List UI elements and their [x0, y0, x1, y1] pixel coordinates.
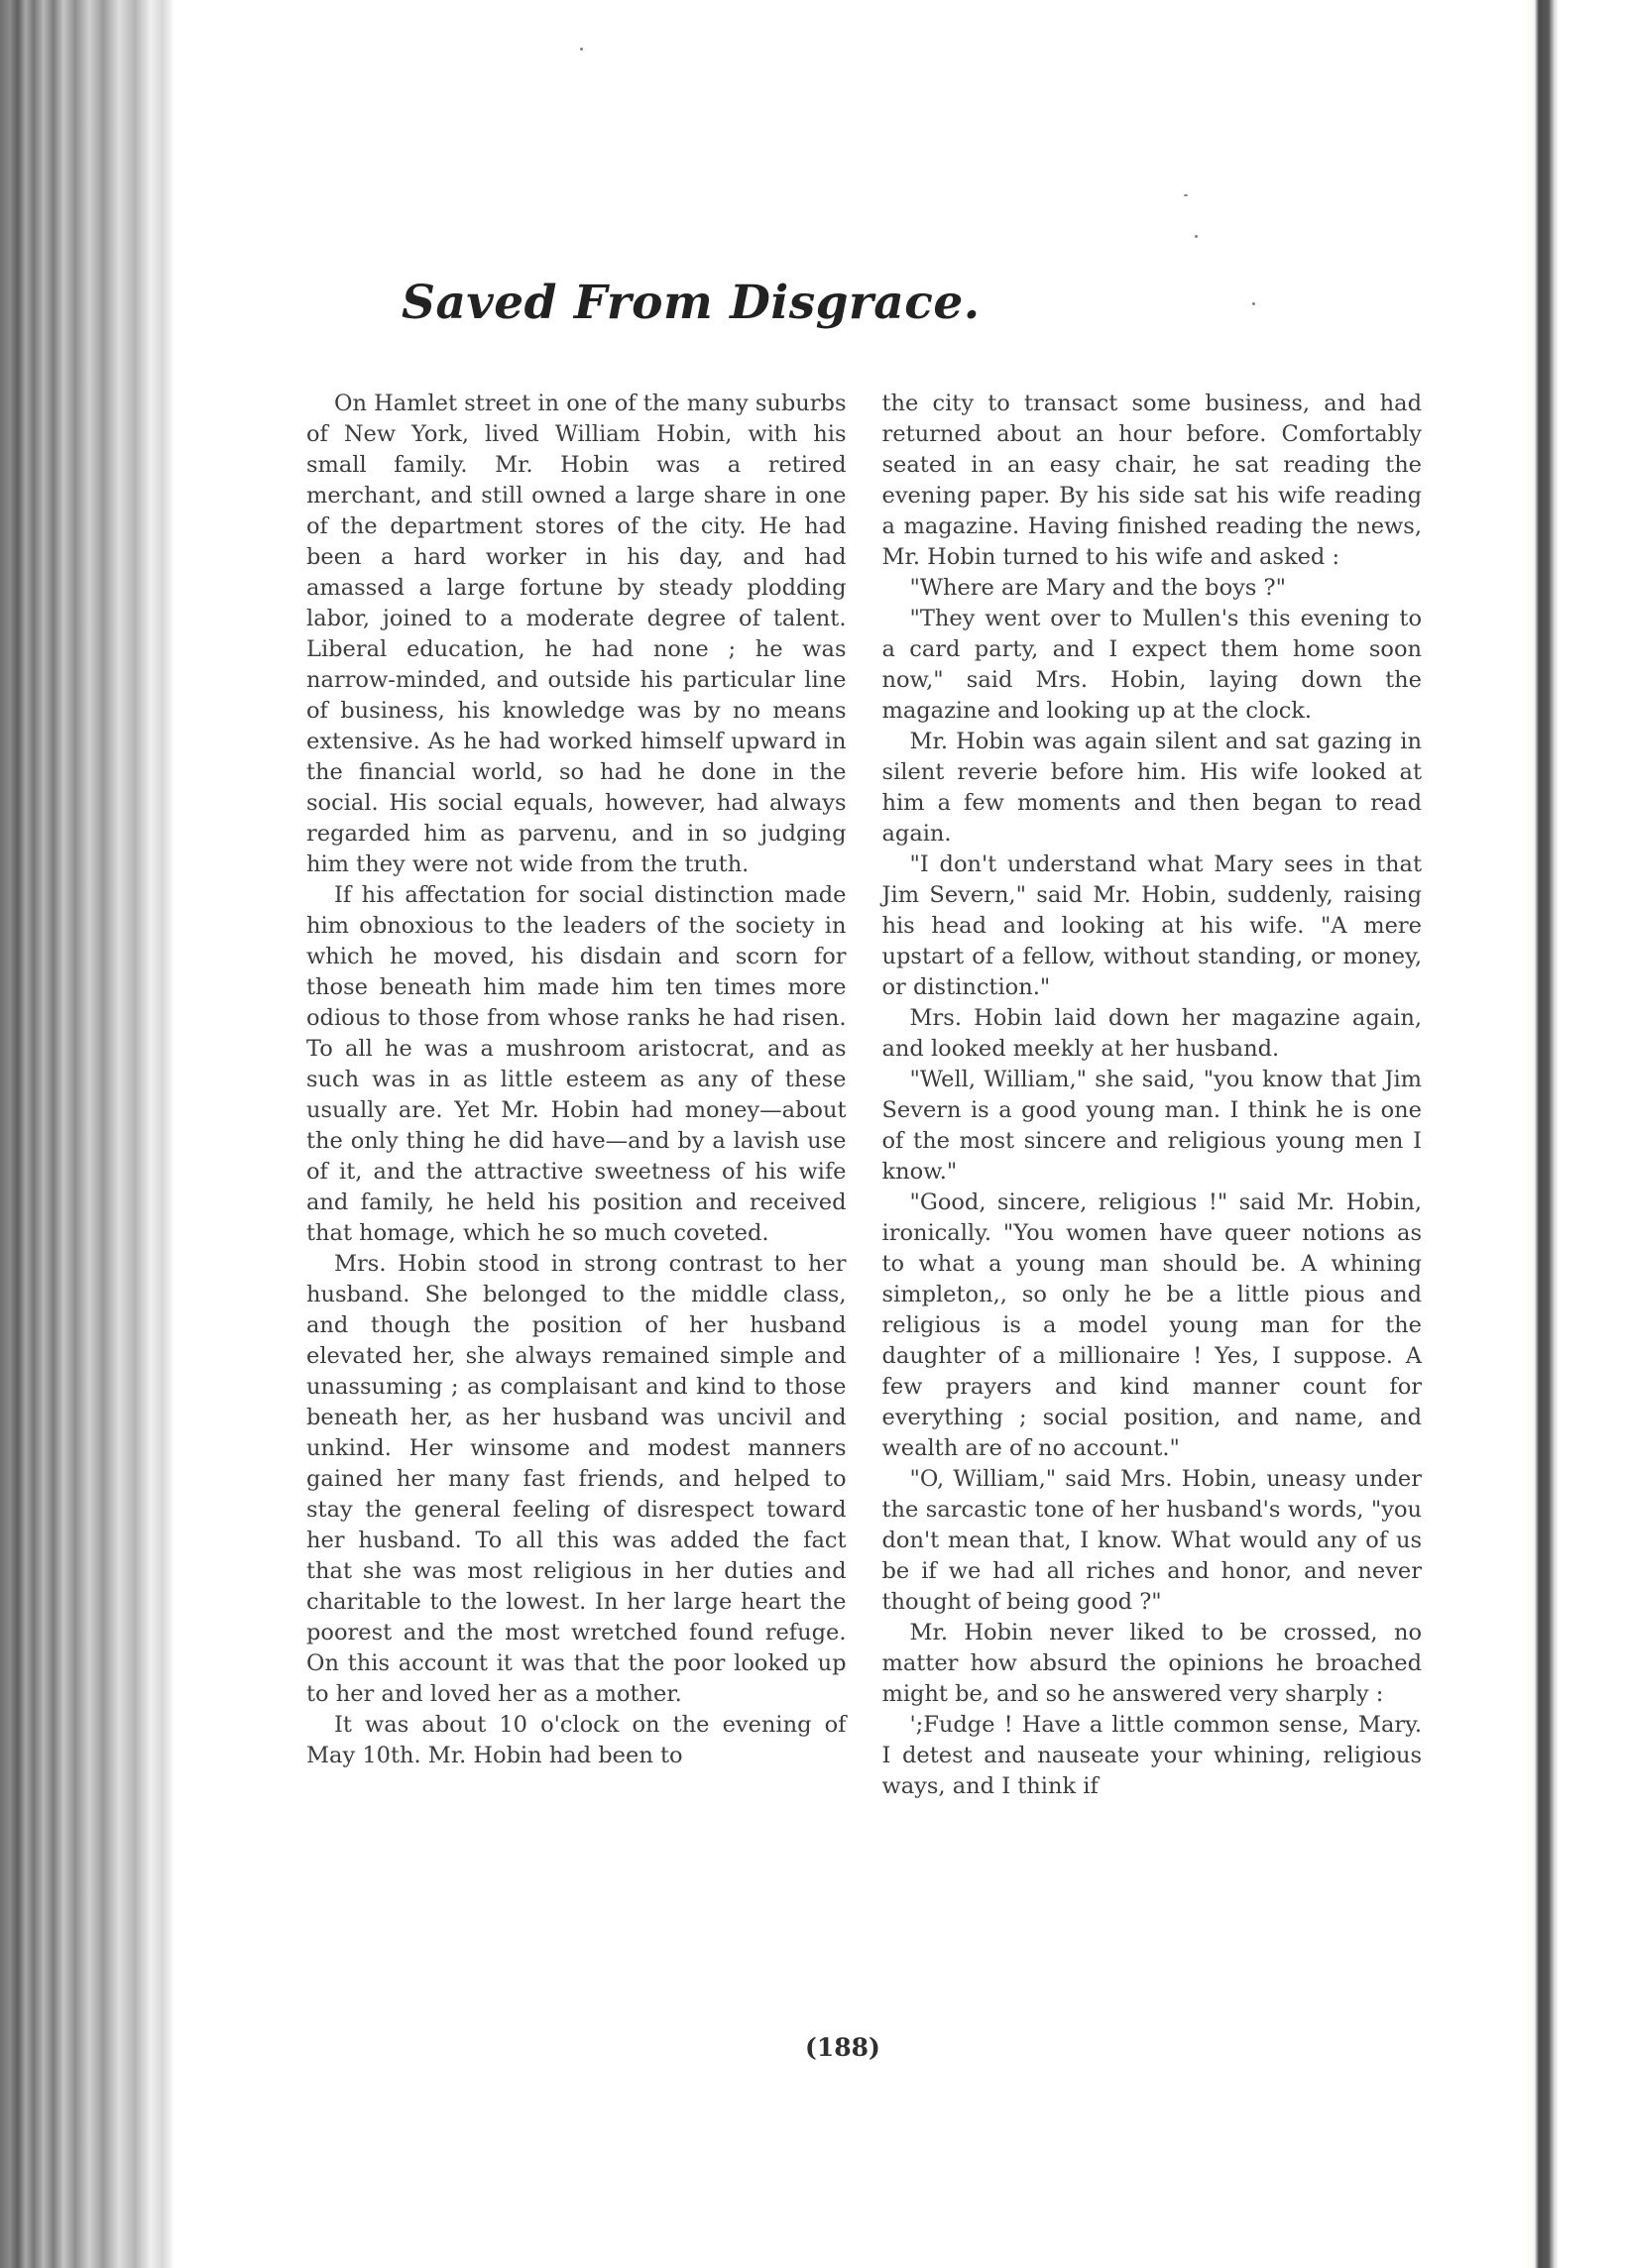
article-paragraph: "O, William," said Mrs. Hobin, uneasy under the sarcastic tone of her husband's words, "you don't mean that, I know. What would any of us be if we had all riches and honor, and never thought of being good ?" [881, 1466, 1422, 1615]
ink-speck [1252, 302, 1255, 305]
article-paragraph: ';Fudge ! Have a little common sense, Mary. I detest and nauseate your whining, religious ways, and I think if [881, 1712, 1422, 1799]
ink-speck [1195, 235, 1198, 238]
article-paragraph: Mrs. Hobin laid down her magazine again, and looked meekly at her husband. [881, 1005, 1422, 1062]
article-paragraph: "Good, sincere, religious !" said Mr. Hobin, ironically. "You women have queer notions as to what a young man should be. A whining simpleton,, so only he be a little pious and religious is a model young man for the daughter of a millionaire ! Yes, I suppose. A few prayers and kind manner count for everything ; social position, and name, and wealth are of no account." [881, 1190, 1422, 1461]
article-title: Saved From Disgrace. [402, 276, 981, 330]
article-paragraph: "Well, William," she said, "you know that Jim Severn is a good young man. I think he is one of the most sincere and religious young men I know." [881, 1067, 1422, 1185]
book-binding-edge [0, 0, 174, 2268]
article-paragraph: "They went over to Mullen's this evening to a card party, and I expect them home soon now," said Mrs. Hobin, laying down the magazine and looking up at the clock. [881, 606, 1422, 724]
article-paragraph: If his affectation for social distinction made him obnoxious to the leaders of the society in which he moved, his disdain and scorn for those beneath him made him ten times more odious to those from whose ranks he had risen. To all he was a mushroom aristocrat, and as such was in as little esteem as any of these usually are. Yet Mr. Hobin had money—about the only thing he did have—and by a lavish use of it, and the attractive sweetness of his wife and family, he held his position and received that homage, which he so much coveted. [306, 882, 847, 1246]
article-paragraph: "I don't understand what Mary sees in that Jim Severn," said Mr. Hobin, suddenly, raising his head and looking at his wife. "A mere upstart of a fellow, without standing, or money, or distinction." [881, 851, 1422, 1000]
article-body [306, 389, 1422, 2034]
page-edge-shadow [1531, 0, 1626, 2268]
article-paragraph: Mrs. Hobin stood in strong contrast to her husband. She belonged to the middle class, and though the position of her husband elevated her, she always remained simple and unassuming ; as complaisant and kind to those beneath her, as her husband was uncivil and unkind. Her winsome and modest manners gained her many fast friends, and helped to stay the general feeling of disrespect toward her husband. To all this was added the fact that she was most religious in her duties and charitable to the lowest. In her large heart the poorest and the most wretched found refuge. On this account it was that the poor looked up to her and loved her as a mother. [306, 1251, 847, 1707]
article-paragraph: On Hamlet street in one of the many suburbs of New York, lived William Hobin, with his small family. Mr. Hobin was a retired merchant, and still owned a large share in one of the department stores of the city. He had been a hard worker in his day, and had amassed a large fortune by steady plodding labor, joined to a moderate degree of talent. Liberal education, he had none ; he was narrow-minded, and outside his particular line of business, his knowledge was by no means extensive. As he had worked himself upward in the financial world, so had he done in the social. His social equals, however, had always regarded him as parvenu, and in so judging him they were not wide from the truth. [306, 391, 847, 877]
ink-speck [580, 48, 583, 51]
article-paragraph: the city to transact some business, and had returned about an hour before. Comfortably seated in an easy chair, he sat reading the evening paper. By his side sat his wife reading a magazine. Having finished reading the news, Mr. Hobin turned to his wife and asked : [881, 391, 1422, 570]
article-paragraph: It was about 10 o'clock on the evening of May 10th. Mr. Hobin had been to [306, 1712, 847, 1768]
article-paragraph: "Where are Mary and the boys ?" [909, 575, 1286, 601]
left-column [306, 389, 847, 2034]
page-number: (188) [805, 2033, 880, 2062]
right-column [882, 389, 1423, 2034]
ink-speck [1184, 194, 1188, 196]
article-paragraph: Mr. Hobin was again silent and sat gazing in silent reverie before him. His wife looked at him a few moments and then began to read again. [881, 729, 1422, 847]
article-paragraph: Mr. Hobin never liked to be crossed, no matter how absurd the opinions he broached might be, and so he answered very sharply : [881, 1620, 1422, 1707]
